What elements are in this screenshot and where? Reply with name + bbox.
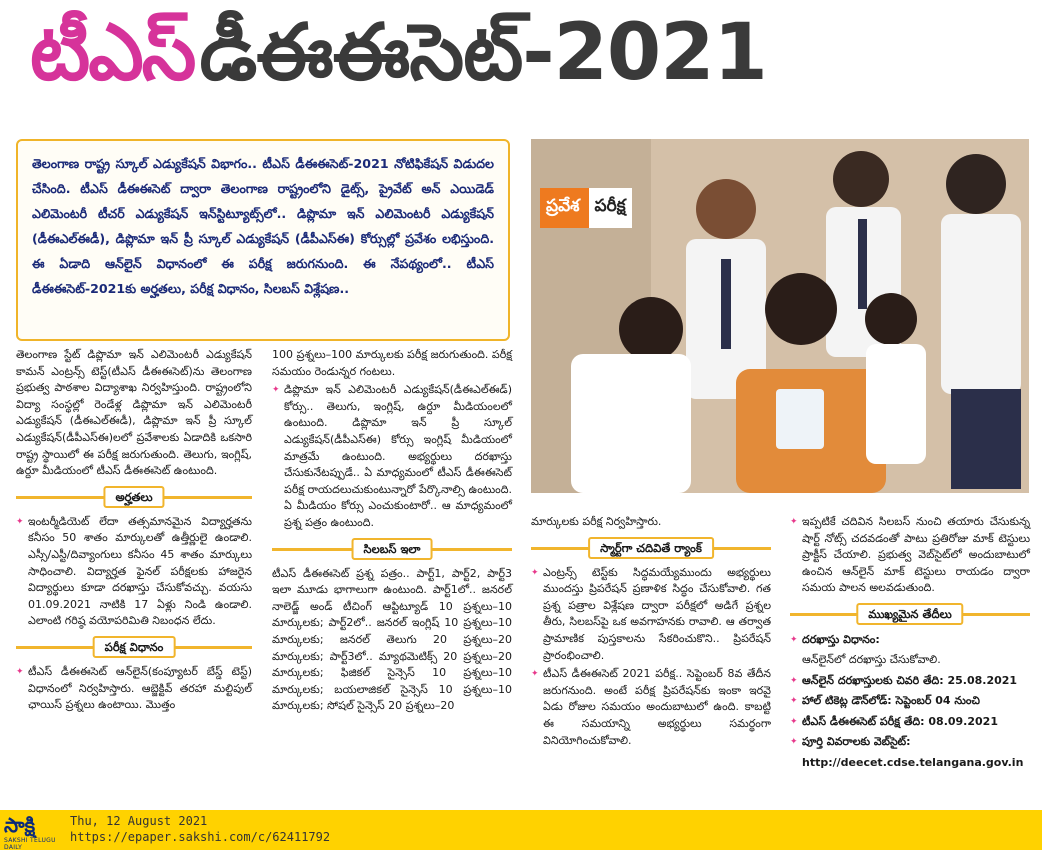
column-2	[272, 347, 512, 717]
date-item-hall-ticket: ✦ హాల్ టికెట్ల డౌన్‌లోడ్: సెప్టెంబర్ 04 నుంచి	[790, 692, 1030, 711]
section-title: ముఖ్యమైన తేదీలు	[856, 603, 963, 625]
footer-date: Thu, 12 August 2021	[70, 814, 208, 828]
date-item-mode-label: ✦ దరఖాస్తు విధానం:	[790, 631, 1030, 650]
intro-box	[16, 139, 510, 341]
footer-bar	[0, 810, 1042, 850]
intro-text: తెలంగాణ రాష్ట్ర స్కూల్ ఎడ్యుకేషన్ విభాగం.. టీఎస్ డీఈఈసెట్-2021 నోటిఫికేషన్ విడుదల చేసింది. టీఎస్ డీఈఈసెట్ ద్వారా తెలంగాణ రాష్ట్రంలోని డైట్స్, ప్రైవేట్ అన్ ఎయిడెడ్ ఎలిమెంటరీ టీచర్ ఎడ్యుకేషన్ ఇన్‌స్టిట్యూట్స్‌లో.. డిప్లొమా ఇన్ ఎలిమెంటరీ ఎడ్యుకేషన్ (డీఈఎల్ఈడీ), డిప్లొమా ఇన్ ప్రీ స్కూల్ ఎడ్యుకేషన్ (డీపీఎస్ఈ) కోర్సుల్లో ప్రవేశం లభిస్తుంది. ఈ ఏడాది ఆన్‌లైన్ విధానంలో ఈ పరీక్ష జరుగనుంది. ఈ నేపథ్యంలో.. టీఎస్ డీఈఈసెట్-2021కు అర్హతలు, పరీక్ష విధానం, సిలబస్ విశ్లేషణ..	[32, 156, 494, 296]
date-item-last-date: ✦ ఆన్‌లైన్ దరఖాస్తులకు చివరి తేది: 25.08.2021	[790, 672, 1030, 691]
photo-tag	[540, 186, 632, 230]
section-head-smart-study	[531, 537, 771, 559]
col1-para3: ✦ టీఎస్ డీఈఈసెట్ ఆన్‌లైన్(కంప్యూటర్ బేస్డ్ టెస్ట్) విధానంలో నిర్వహిస్తారు. ఆబ్జెక్టివ్ తరహా మల్టిపుల్ ఛాయిస్ ప్రశ్నలు ఉంటాయి. మొత్తం	[16, 664, 252, 714]
section-head-eligibility	[16, 486, 252, 508]
photo-tag-b: పరీక్ష	[586, 188, 632, 228]
headline-part1: టీఎస్	[30, 8, 195, 98]
section-head-syllabus	[272, 538, 512, 560]
col1-para2: ✦ ఇంటర్మీడియెట్ లేదా తత్సమానమైన విద్యార్హతను కనీసం 50 శాతం మార్కులతో ఉత్తీర్ణులై ఉండాలి. ఎస్సీ/ఎస్టీ/దివ్యాంగులు కనీసం 45 శాతం మార్కులు సాధించాలి. విద్యార్హత ఫైనల్ పరీక్షలకు హాజరైన విద్యార్థులు కూడా దరఖాస్తు చేసుకోవచ్చు. వయసు 01.09.2021 నాటికి 17 ఏళ్లు నిండి ఉండాలి. ఎలాంటి గరిష్ఠ వయోపరిమితి నిబంధన లేదు.	[16, 514, 252, 630]
section-head-exam-pattern	[16, 636, 252, 658]
column-1	[16, 347, 252, 716]
column-4	[790, 514, 1030, 774]
logo-subtitle: SAKSHI TELUGU DAILY	[4, 837, 56, 850]
website-link[interactable]: http://deecet.cdse.telangana.gov.in	[802, 755, 1024, 769]
date-item-website-label: ✦ పూర్తి వివరాలకు వెబ్‌సైట్:	[790, 733, 1030, 752]
footer-link[interactable]: https://epaper.sakshi.com/c/62411792	[70, 830, 331, 844]
section-title: స్మార్ట్‌గా చదివితే ర్యాంక్	[588, 537, 714, 559]
headline	[30, 8, 1020, 123]
col2-para1: 100 ప్రశ్నలు–100 మార్కులకు పరీక్ష జరుగుతుంది. పరీక్ష సమయం రెండున్నర గంటలు.	[272, 348, 512, 378]
section-head-important-dates	[790, 603, 1030, 625]
date-item-exam-date: ✦ టీఎస్ డీఈఈసెట్ పరీక్ష తేది: 08.09.2021	[790, 713, 1030, 732]
section-title: అర్హతలు	[103, 486, 164, 508]
sakshi-logo	[4, 813, 64, 850]
section-title: పరీక్ష విధానం	[93, 636, 176, 658]
date-item-mode-value: ఆన్‌లైన్‌లో దరఖాస్తు చేసుకోవాలి.	[802, 653, 941, 667]
important-dates	[790, 631, 1030, 773]
col3-para3: ✦ టీఎస్ డీఈఈసెట్ 2021 పరీక్ష.. సెప్టెంబర్ 8వ తేదీన జరుగనుంది. అంటే పరీక్ష ప్రిపరేషన్‌కు ఇంకా ఇరవై ఏడు రోజుల సమయం అందుబాటులో ఉంది. కాబట్టి ఈ సమయాన్ని అభ్యర్థులు సమర్థంగా వినియోగించుకోవాలి.	[531, 666, 771, 749]
footer-text	[70, 813, 330, 845]
col3-para1: మార్కులకు పరీక్ష నిర్వహిస్తారు.	[531, 515, 662, 528]
column-3	[531, 514, 771, 751]
logo-mark: సాక్షి	[4, 813, 36, 837]
col3-para2: ✦ ఎంట్రన్స్ టెస్ట్‌కు సిద్ధమయ్యేముందు అభ్యర్థులు ముందస్తు ప్రిపరేషన్ ప్రణాళిక సిద్ధం చేసుకోవాలి. గత ప్రశ్న పత్రాల విశ్లేషణ ద్వారా పరీక్షలో అడిగే ప్రశ్నల తీరు, సిలబస్‌పై ఒక అవగాహనకు రావాలి. ఆ తర్వాత ప్రామాణిక పుస్తకాలను సేకరించుకొని.. ప్రిపరేషన్ ప్రారంభించాలి.	[531, 565, 771, 665]
headline-part2: డీఈఈసెట్-2021	[199, 8, 767, 98]
photo-tag-a: ప్రవేశ	[540, 188, 586, 228]
col2-para3: టీఎస్ డీఈఈసెట్ ప్రశ్న పత్రం.. పార్ట్1, పార్ట్2, పార్ట్3 ఇలా మూడు భాగాలుగా ఉంటుంది. పార్ట్1లో.. జనరల్ నాలెడ్జ్ అండ్ టీచింగ్ ఆప్టిట్యూడ్ 10 ప్రశ్నలు–10 మార్కులకు; పార్ట్2లో.. జనరల్ ఇంగ్లిష్ 10 ప్రశ్నలు–10 మార్కులకు; జనరల్ తెలుగు 20 ప్రశ్నలు–20 మార్కులకు; పార్ట్3లో.. మ్యాథమెటిక్స్ 20 ప్రశ్నలు–20 మార్కులకు; ఫిజికల్ సైన్సెస్ 10 ప్రశ్నలు–10 మార్కులకు; బయలాజికల్ సైన్సెస్ 10 ప్రశ్నలు–10 మార్కులకు; సోషల్ సైన్సెస్ 20 ప్రశ్నలు–20	[272, 566, 512, 713]
col1-para1: తెలంగాణ స్టేట్ డిప్లొమా ఇన్ ఎలిమెంటరీ ఎడ్యుకేషన్ కామన్ ఎంట్రన్స్ టెస్ట్(టీఎస్ డీఈఈసెట్)ను తెలంగాణ ప్రభుత్వ పాఠశాల విద్యాశాఖ నిర్వహిస్తుంది. రాష్ట్రంలోని విద్యా సంస్థల్లో రెండేళ్ల డిప్లొమా ఇన్ ఎలిమెంటరీ ఎడ్యుకేషన్ (డీఈఎల్ఈడీ), డిప్లొమా ఇన్ ప్రీ స్కూల్ ఎడ్యుకేషన్(డీపీఎస్ఈ)లలో ప్రవేశాలకు ఏడాదికి ఒకసారి రాష్ట్ర స్థాయిలో ఈ పరీక్ష జరుగుతుంది. తెలుగు, ఇంగ్లిష్, ఉర్దూ మీడియంలో టీఎస్ డీఈఈసెట్ ఉంటుంది.	[16, 348, 252, 478]
col2-para2: ✦ డిప్లొమా ఇన్ ఎలిమెంటరీ ఎడ్యుకేషన్(డీఈఎల్ఈడ్) కోర్సు.. తెలుగు, ఇంగ్లిష్, ఉర్దూ మీడియంలలో ఉంటుంది. డిప్లొమా ఇన్ ప్రీ స్కూల్ ఎడ్యుకేషన్(డీపీఎస్ఈ) కోర్సు ఇంగ్లిష్ మీడియంలో మాత్రమే ఉంటుంది. అభ్యర్థులు దరఖాస్తు చేసుకునేటప్పుడే.. ఏ మాధ్యమంలో టీఎస్ డీఈఈసెట్ పరీక్ష రాయదలుచుకుంటున్నారో పేర్కొనాల్సి ఉంటుంది. ఏ మీడియం కోర్సు ఎంచుకుంటారో.. ఆ మాధ్యమంలో ప్రశ్న పత్రం ఉంటుంది.	[272, 382, 512, 531]
col4-para1: ✦ ఇప్పటికే చదివిన సిలబస్ నుంచి తయారు చేసుకున్న షార్ట్ నోట్స్ చదవడంతో పాటు ప్రతిరోజు మాక్ టెస్టులు ప్రాక్టీస్ చేయాలి. ప్రభుత్వ వెబ్‌సైట్‌లో అందుబాటులో ఉంచిన ఆన్‌లైన్ మాక్ టెస్టులు రాయడం ద్వారా సమయ పాలన అలవడుతుంది.	[790, 514, 1030, 597]
section-title: సిలబస్ ఇలా	[352, 538, 433, 560]
